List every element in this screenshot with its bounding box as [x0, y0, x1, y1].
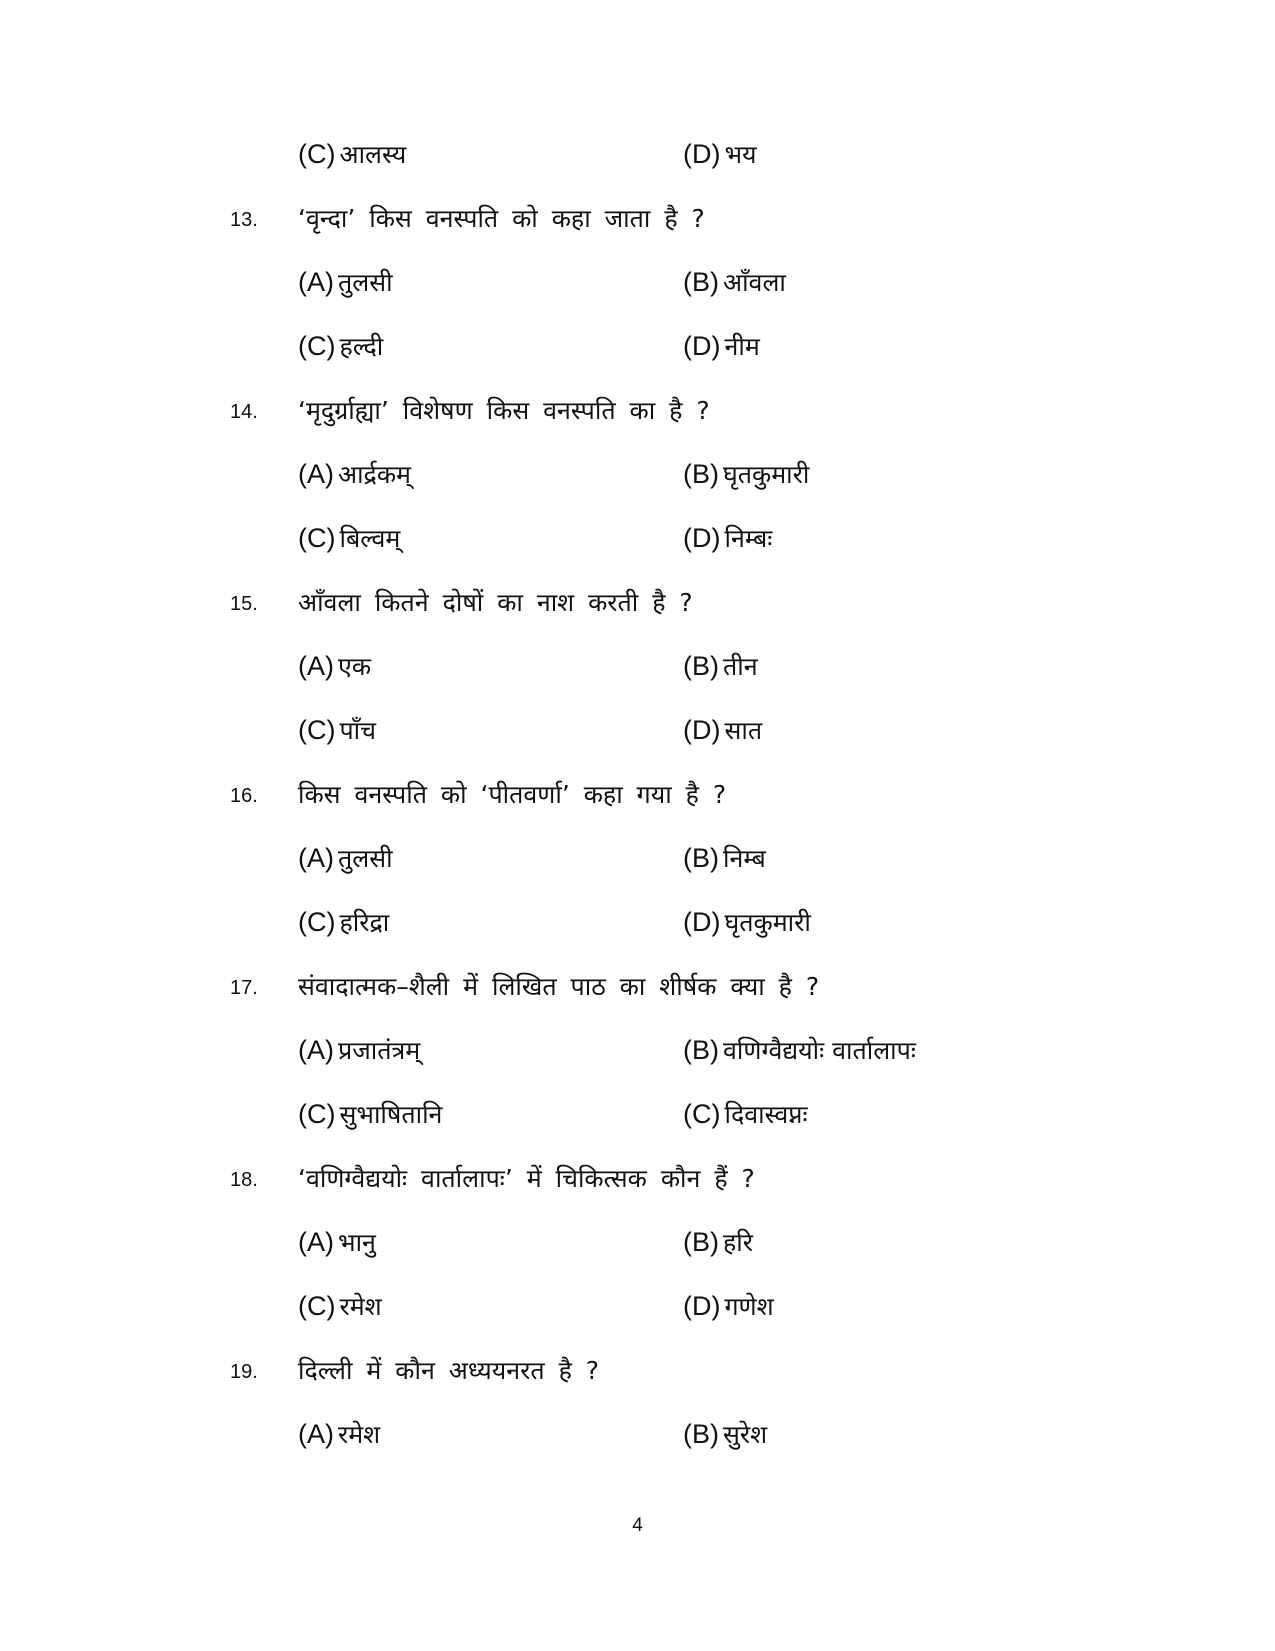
option-row — [0, 453, 1275, 493]
option-row — [0, 837, 1275, 877]
question-13 — [0, 197, 1275, 237]
option-b: (B) निम्ब — [683, 843, 766, 873]
option-row — [0, 1221, 1275, 1261]
option-c: (C) आलस्य — [298, 139, 407, 169]
option-row — [0, 1285, 1275, 1325]
option-d: (D) गणेश — [683, 1291, 774, 1321]
option-d: (D) भय — [683, 139, 757, 169]
question-number: 18. — [230, 1169, 258, 1191]
question-text: ‘मृदुर्ग्राह्या’ विशेषण किस वनस्पति का है ? — [298, 396, 710, 425]
question-15 — [0, 581, 1275, 621]
option-a: (A) एक — [298, 651, 372, 681]
option-c: (C) हरिद्रा — [298, 907, 390, 937]
question-number: 14. — [230, 401, 258, 423]
option-b: (B) सुरेश — [683, 1419, 768, 1449]
option-d: (D) सात — [683, 715, 763, 745]
option-b: (B) घृतकुमारी — [683, 459, 810, 489]
option-c: (C) हल्दी — [298, 331, 384, 361]
option-row — [0, 901, 1275, 941]
question-number: 13. — [230, 209, 258, 231]
question-text: दिल्ली में कौन अध्ययनरत है ? — [298, 1356, 600, 1385]
option-a: (A) रमेश — [298, 1419, 381, 1449]
question-number: 15. — [230, 593, 258, 615]
question-text: संवादात्मक–शैली में लिखित पाठ का शीर्षक क्या है ? — [298, 972, 820, 1001]
option-row — [0, 133, 1275, 173]
option-c: (C) रमेश — [298, 1291, 382, 1321]
question-18 — [0, 1157, 1275, 1197]
option-row — [0, 261, 1275, 301]
question-text: आँवला कितने दोषों का नाश करती है ? — [298, 588, 693, 617]
option-b: (B) वणिग्वैद्ययोः वार्तालापः — [683, 1035, 916, 1065]
option-a: (A) तुलसी — [298, 267, 393, 297]
page-number: 4 — [632, 1515, 643, 1536]
option-c: (C) पाँच — [298, 715, 377, 745]
option-a: (A) भानु — [298, 1227, 376, 1257]
option-row — [0, 1029, 1275, 1069]
question-16 — [0, 773, 1275, 813]
option-d: (D) निम्बः — [683, 523, 773, 553]
question-text: ‘वृन्दा’ किस वनस्पति को कहा जाता है ? — [298, 204, 705, 233]
option-d: (D) घृतकुमारी — [683, 907, 811, 937]
option-a: (A) तुलसी — [298, 843, 393, 873]
option-row — [0, 709, 1275, 749]
option-row — [0, 517, 1275, 557]
option-row — [0, 645, 1275, 685]
option-a: (A) आर्द्रकम् — [298, 459, 411, 489]
option-c: (C) बिल्वम् — [298, 523, 401, 553]
option-row — [0, 1093, 1275, 1133]
option-b: (B) हरि — [683, 1227, 753, 1257]
question-number: 16. — [230, 785, 258, 807]
option-c: (C) सुभाषितानि — [298, 1099, 443, 1129]
question-19 — [0, 1349, 1275, 1389]
option-row — [0, 325, 1275, 365]
option-b: (B) आँवला — [683, 267, 786, 297]
option-b: (B) तीन — [683, 651, 758, 681]
option-row — [0, 1413, 1275, 1453]
question-14 — [0, 389, 1275, 429]
question-text: किस वनस्पति को ‘पीतवर्णा’ कहा गया है ? — [298, 780, 727, 809]
question-number: 19. — [230, 1361, 258, 1383]
question-17 — [0, 965, 1275, 1005]
option-d: (D) नीम — [683, 331, 760, 361]
option-a: (A) प्रजातंत्रम् — [298, 1035, 421, 1065]
question-text: ‘वणिग्वैद्ययोः वार्तालापः’ में चिकित्सक कौन हैं ? — [298, 1164, 755, 1193]
question-number: 17. — [230, 977, 258, 999]
option-d: (C) दिवास्वप्नः — [683, 1099, 808, 1129]
